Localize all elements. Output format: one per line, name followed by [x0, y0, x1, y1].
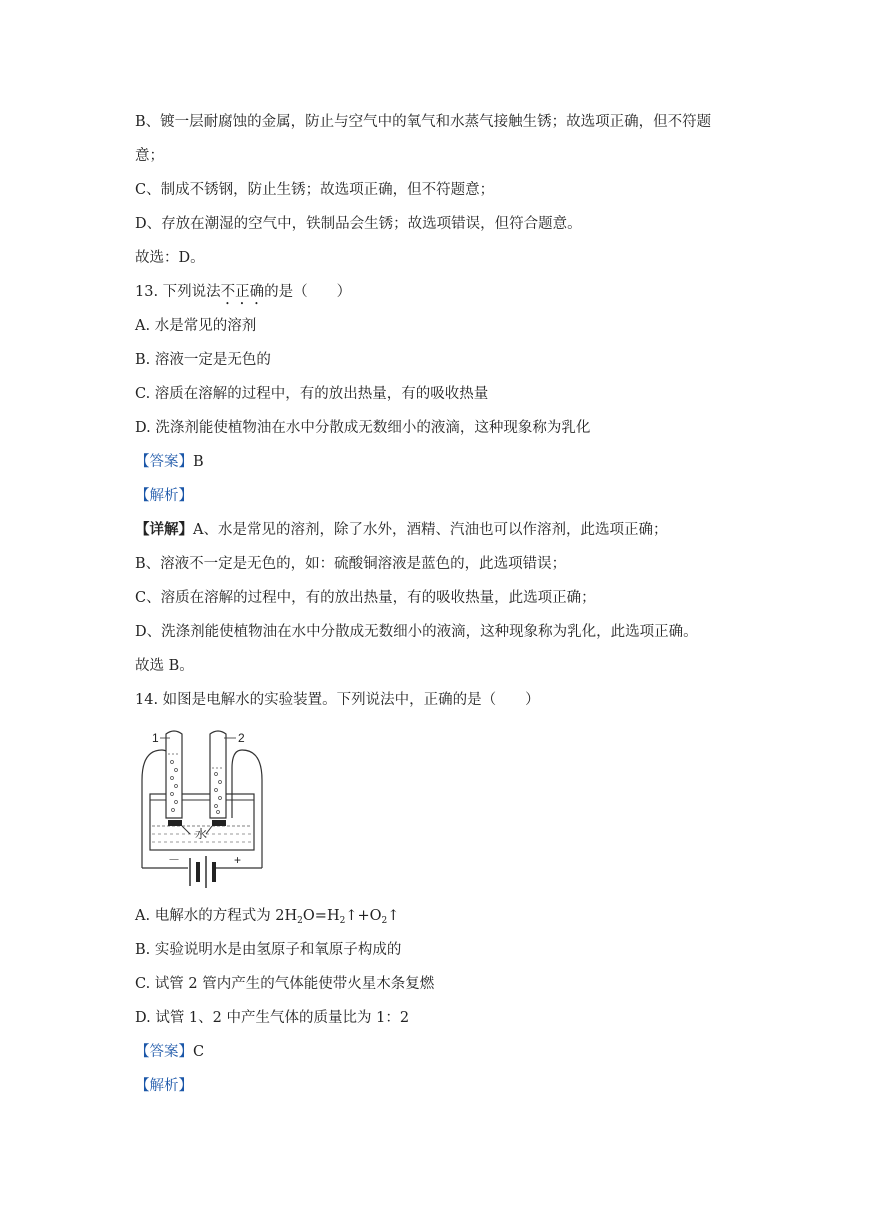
- q14-analysis-tag: 【解析】: [135, 1078, 193, 1094]
- test-tube-1: [166, 731, 182, 818]
- q13-detail-tag: 【详解】: [135, 521, 193, 538]
- label-1: 1: [152, 731, 159, 745]
- electrode-1: [168, 820, 182, 826]
- q13-answer-tag: 【答案】: [135, 454, 193, 470]
- prev-option-b-explanation-cont: 意；: [135, 148, 164, 164]
- q13-answer-value: B: [193, 454, 204, 470]
- q13-detail-a: [135, 520, 667, 540]
- subscript: 2: [339, 916, 346, 926]
- q14-answer-value: C: [193, 1044, 205, 1060]
- electrolysis-apparatus-figure: [132, 728, 272, 894]
- q14-option-c: C. 试管 2 管内产生的气体能使带火星木条复燃: [135, 976, 435, 992]
- q13-answer: [135, 452, 204, 472]
- q13-stem-post: 的是（ ）: [264, 284, 352, 300]
- subscript: 2: [381, 916, 388, 926]
- q14-answer: [135, 1042, 204, 1062]
- q14-option-b: B. 实验说明水是由氢原子和氧原子构成的: [135, 942, 402, 958]
- minus-sign: －: [168, 853, 181, 867]
- test-tube-2: [210, 731, 226, 818]
- q14-option-d: D. 试管 1、2 中产生气体的质量比为 1：2: [135, 1010, 410, 1026]
- q13-detail-b: B、溶液不一定是无色的，如：硫酸铜溶液是蓝色的，此选项错误；: [135, 556, 567, 572]
- q14-option-a-part: O=H: [302, 908, 340, 924]
- prev-choice: 故选：D。: [135, 250, 205, 266]
- q14-answer-tag: 【答案】: [135, 1044, 193, 1060]
- prev-option-c-explanation: C、制成不锈钢，防止生锈；故选项正确，但不符题意；: [135, 182, 495, 198]
- plus-sign: +: [234, 853, 242, 867]
- q13-option-a: A. 水是常见的溶剂: [135, 318, 257, 334]
- label-2: 2: [238, 731, 245, 745]
- q13-option-b: B. 溶液一定是无色的: [135, 352, 271, 368]
- q14-option-a-part: ↑+O: [345, 908, 382, 924]
- subscript: 2: [297, 916, 303, 926]
- water-label: 水: [195, 827, 208, 841]
- electrode-1-lead: [182, 826, 190, 834]
- q13-option-c: C. 溶质在溶解的过程中，有的放出热量，有的吸收热量: [135, 386, 489, 402]
- prev-option-b-explanation: B、镀一层耐腐蚀的金属，防止与空气中的氧气和水蒸气接触生锈；故选项正确，但不符题: [135, 114, 712, 130]
- q14-option-a: [135, 906, 399, 931]
- q13-analysis-tag: 【解析】: [135, 488, 193, 504]
- question-13-stem: [135, 282, 351, 308]
- electrode-2: [212, 820, 226, 826]
- q13-choice: 故选 B。: [135, 658, 194, 674]
- q14-option-a-part: A. 电解水的方程式为 2H: [135, 908, 298, 924]
- q13-stem-pre: 13. 下列说法: [135, 284, 221, 300]
- q13-option-d: D. 洗涤剂能使植物油在水中分散成无数细小的液滴，这种现象称为乳化: [135, 420, 591, 436]
- q13-detail-d: D、洗涤剂能使植物油在水中分散成无数细小的液滴，这种现象称为乳化，此选项正确。: [135, 624, 698, 640]
- q13-detail-c: C、溶质在溶解的过程中，有的放出热量，有的吸收热量，此选项正确；: [135, 590, 596, 606]
- q14-option-a-part: ↑: [387, 908, 400, 924]
- question-14-stem: 14. 如图是电解水的实验装置。下列说法中，正确的是（ ）: [135, 692, 540, 708]
- prev-option-d-explanation: D、存放在潮湿的空气中，铁制品会生锈；故选项错误，但符合题意。: [135, 216, 582, 232]
- q13-stem-emphasis: 不正确: [220, 284, 265, 300]
- q13-detail-a-text: A、水是常见的溶剂，除了水外，酒精、汽油也可以作溶剂，此选项正确；: [193, 522, 668, 538]
